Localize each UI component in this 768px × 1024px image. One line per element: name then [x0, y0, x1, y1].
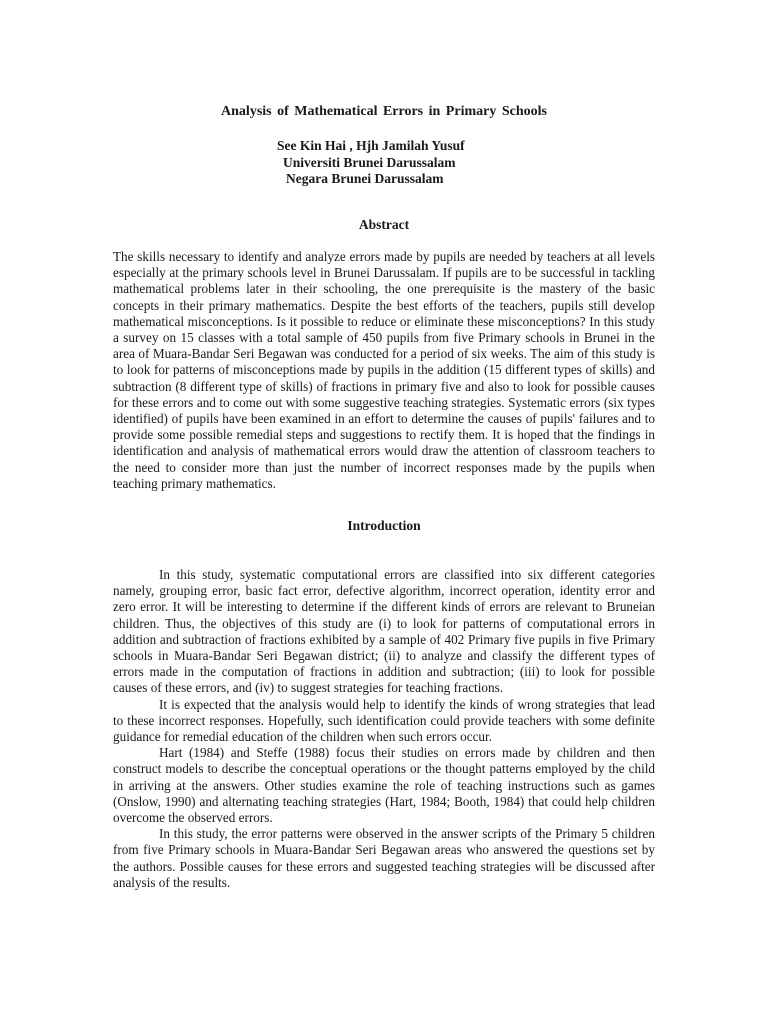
author-country: Negara Brunei Darussalam [286, 171, 444, 186]
intro-paragraph: It is expected that the analysis would help to identify the kinds of wrong strategies that lead to these incorrect responses. Hopefully, such identification could provide teachers with some definite guidance for remedial education of the children when such errors occur. [113, 696, 655, 745]
paper-title: Analysis of Mathematical Errors in Primary Schools [221, 104, 547, 119]
author-block [277, 138, 465, 188]
introduction-body [113, 567, 655, 891]
author-affiliation: Universiti Brunei Darussalam [283, 154, 456, 170]
intro-paragraph: In this study, the error patterns were observed in the answer scripts of the Primary 5 children from five Primary schools in Muara-Bandar Seri Begawan areas who answered the questions set by the authors. Possible causes for these errors and suggested teaching strategies will be discussed after analysis of the results. [113, 826, 655, 890]
abstract-heading: Abstract [358, 217, 410, 232]
intro-paragraph: In this study, systematic computational errors are classified into six different categories namely, grouping error, basic fact error, defective algorithm, incorrect operation, identity error and zero error. It will be interesting to determine if the different kinds of errors are relevant to Bruneian children. Thus, the objectives of this study are (i) to look for patterns of computational errors in addition and subtraction of fractions exhibited by a sample of 402 Primary five pupils in five Primary schools in Muara-Bandar Seri Begawan district; (ii) to analyze and classify the different types of errors made in the computation of fractions in addition and subtraction; (iii) to look for possible causes of these errors, and (iv) to suggest strategies for teaching fractions. [113, 567, 655, 696]
author-names: See Kin Hai , Hjh Jamilah Yusuf [277, 138, 465, 153]
introduction-heading: Introduction [347, 518, 421, 533]
abstract-paragraph: The skills necessary to identify and analyze errors made by pupils are needed by teachers at all levels especially at the primary schools level in Brunei Darussalam. If pupils are to be successful in tackling mathematical problems later in their schooling, the one prerequisite is the mastery of the basic concepts in their primary mathematics. Despite the best efforts of the teachers, pupils still develop mathematical misconceptions. Is it possible to reduce or eliminate these misconceptions? In this study a survey on 15 classes with a total sample of 450 pupils from five Primary schools in Brunei in the area of Muara-Bandar Seri Begawan was conducted for a period of six weeks. The aim of this study is to look for patterns of misconceptions made by pupils in the addition (15 different types of skills) and subtraction (8 different type of skills) of fractions in primary five and also to look for possible causes for these errors and to come out with some suggestive teaching strategies. Systematic errors (six types identified) of pupils have been examined in an effort to determine the causes of pupils' failures and to provide some possible remedial steps and suggestions to rectify them. It is hoped that the findings in identification and analysis of mathematical errors would draw the attention of classroom teachers to the need to consider more than just the number of incorrect responses made by the pupils when teaching primary mathematics. [113, 249, 655, 491]
intro-paragraph: Hart (1984) and Steffe (1988) focus their studies on errors made by children and then construct models to describe the conceptual operations or the thought patterns employed by the child in arriving at the answers. Other studies examine the role of teaching instructions such as games (Onslow, 1990) and alternating teaching strategies (Hart, 1984; Booth, 1984) that could help children overcome the observed errors. [113, 745, 655, 826]
